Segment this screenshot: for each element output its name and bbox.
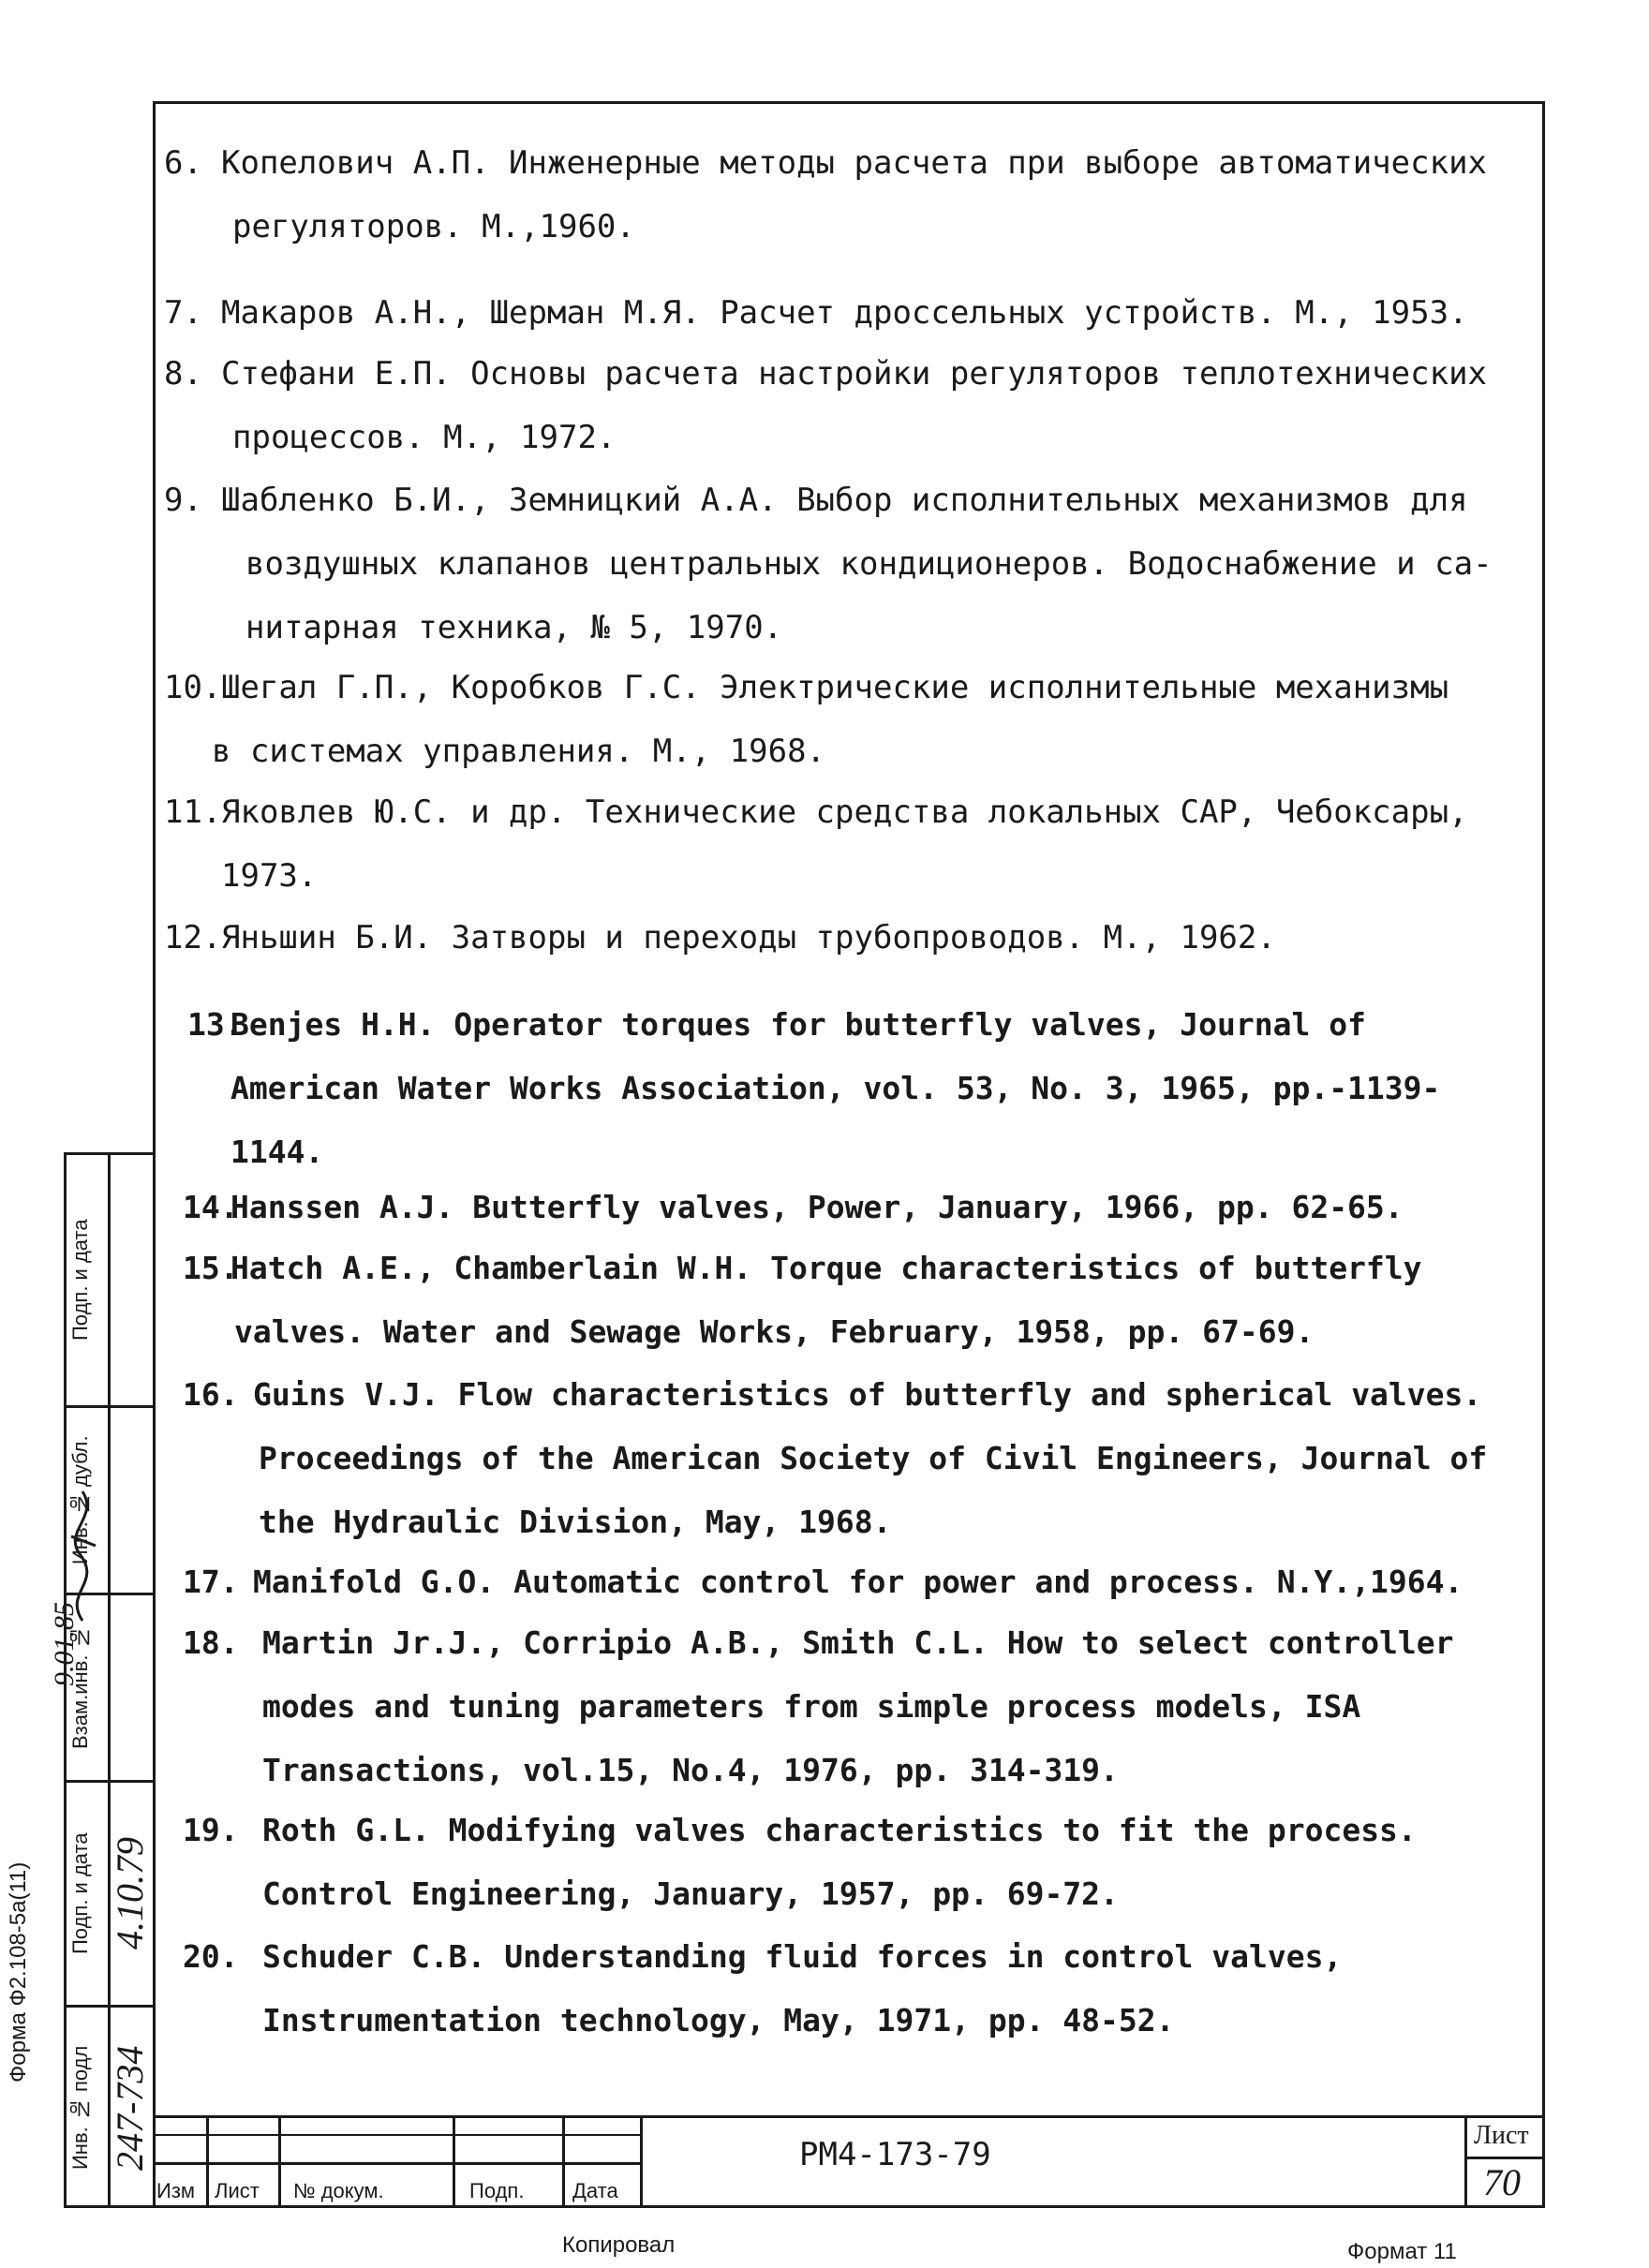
- reference-line: Martin Jr.J., Corripio A.B., Smith C.L. How to select controller: [262, 1624, 1454, 1661]
- reference-line: Control Engineering, January, 1957, pp. 69-72.: [262, 1875, 1119, 1912]
- reference-line: воздушных клапанов центральных кондиционеров. Водоснабжение и са-: [245, 545, 1493, 583]
- reference-number: 6.: [164, 144, 202, 182]
- reference-number: 17.: [183, 1564, 239, 1600]
- title-col-doc-number: № докум.: [293, 2179, 384, 2202]
- reference-number: 9.: [164, 482, 202, 519]
- reference-line: регуляторов. М.,1960.: [232, 208, 635, 245]
- reference-line: Instrumentation technology, May, 1971, pp. 48-52.: [262, 2002, 1175, 2038]
- side-cell-value: 4.10.79: [109, 1837, 151, 1950]
- side-cell-label: Инв. № подл: [68, 2045, 92, 2171]
- reference-number: 12.: [164, 919, 222, 956]
- reference-line: Hanssen A.J. Butterfly valves, Power, January, 1966, pp. 62-65.: [230, 1189, 1404, 1225]
- reference-line: Benjes H.H. Operator torques for butterfly valves, Journal of: [230, 1006, 1366, 1043]
- reference-line: 1973.: [221, 857, 318, 895]
- reference-number: 16.: [183, 1376, 239, 1413]
- reference-line: Manifold G.O. Automatic control for power and process. N.Y.,1964.: [253, 1564, 1463, 1600]
- reference-line: Guins V.J. Flow characteristics of butterfly and spherical valves.: [253, 1376, 1482, 1413]
- side-cell-value: 247-734: [109, 2045, 151, 2171]
- footer-copied: Копировал: [562, 2232, 676, 2258]
- reference-number: 20.: [183, 1938, 239, 1975]
- reference-line: Transactions, vol.15, No.4, 1976, pp. 314-319.: [262, 1752, 1119, 1788]
- footer-format: Формат 11: [1347, 2239, 1457, 2264]
- side-cell-value: [108, 1163, 153, 1398]
- reference-number: 13.: [187, 1006, 244, 1043]
- reference-number: 14.: [183, 1189, 239, 1225]
- title-col-signature: Подп.: [469, 2179, 525, 2202]
- reference-line: Шабленко Б.И., Земницкий А.А. Выбор исполнительных механизмов для: [221, 482, 1468, 519]
- side-cell-signature-date-1: [67, 1155, 156, 1408]
- side-cell-signature-date-2: [67, 1783, 156, 2008]
- reference-line: Яньшин Б.И. Затворы и переходы трубопроводов. М., 1962.: [221, 919, 1276, 956]
- form-label: Форма Ф2.108-5а(11): [6, 1861, 31, 2083]
- reference-line: Стефани Е.П. Основы расчета настройки регуляторов теплотехнических: [221, 355, 1488, 393]
- reference-number: 10.: [164, 669, 222, 706]
- reference-line: modes and tuning parameters from simple process models, ISA: [262, 1688, 1361, 1725]
- signature-date-note: 9.01.85: [49, 1602, 80, 1686]
- reference-number: 8.: [164, 355, 202, 393]
- reference-line: Яковлев Ю.С. и др. Технические средства локальных САР, Чебоксары,: [221, 793, 1468, 831]
- reference-line: valves. Water and Sewage Works, February, 1958, pp. 67-69.: [234, 1313, 1315, 1350]
- reference-line: 1144.: [230, 1134, 324, 1170]
- side-cell-value: [108, 1603, 153, 1772]
- side-cell-original-inventory: [67, 2008, 156, 2208]
- reference-number: 7.: [164, 294, 202, 332]
- reference-number: 18.: [183, 1624, 239, 1661]
- reference-line: в системах управления. М., 1968.: [212, 733, 826, 770]
- reference-line: the Hydraulic Division, May, 1968.: [259, 1504, 892, 1540]
- side-cell-label: Подп. и дата: [68, 1832, 92, 1955]
- reference-line: Шегал Г.П., Коробков Г.С. Электрические исполнительные механизмы: [221, 669, 1449, 706]
- title-block: [153, 2115, 1545, 2208]
- reference-line: процессов. М., 1972.: [232, 419, 617, 456]
- sheet-number: 70: [1483, 2161, 1521, 2203]
- title-col-date: Дата: [572, 2179, 618, 2202]
- reference-line: American Water Works Association, vol. 53, No. 3, 1965, pp.-1139-: [230, 1070, 1441, 1106]
- document-code: РМ4-173-79: [799, 2136, 991, 2173]
- reference-line: Hatch A.E., Chamberlain W.H. Torque characteristics of butterfly: [230, 1250, 1422, 1286]
- title-col-change: Изм: [156, 2179, 196, 2202]
- reference-line: Proceedings of the American Society of Civil Engineers, Journal of: [259, 1440, 1488, 1476]
- title-col-sheet: Лист: [215, 2179, 260, 2202]
- reference-line: Schuder C.B. Understanding fluid forces in control valves,: [262, 1938, 1343, 1975]
- reference-line: Макаров А.Н., Шерман М.Я. Расчет дроссельных устройств. М., 1953.: [221, 294, 1468, 332]
- side-cell-label: Взам.инв. №: [68, 1625, 92, 1750]
- reference-line: нитарная техника, № 5, 1970.: [245, 609, 783, 646]
- reference-number: 15.: [183, 1250, 239, 1286]
- side-cell-value: [108, 1416, 153, 1585]
- reference-line: Roth G.L. Modifying valves characteristics to fit the process.: [262, 1812, 1417, 1848]
- side-cell-label: Подп. и дата: [68, 1219, 92, 1342]
- reference-number: 19.: [183, 1812, 239, 1848]
- reference-number: 11.: [164, 793, 222, 831]
- side-cell-label: Инв. № дубл.: [68, 1435, 92, 1565]
- sheet-label: Лист: [1474, 2121, 1529, 2150]
- reference-line: Копелович А.П. Инженерные методы расчета при выборе автоматических: [221, 144, 1488, 182]
